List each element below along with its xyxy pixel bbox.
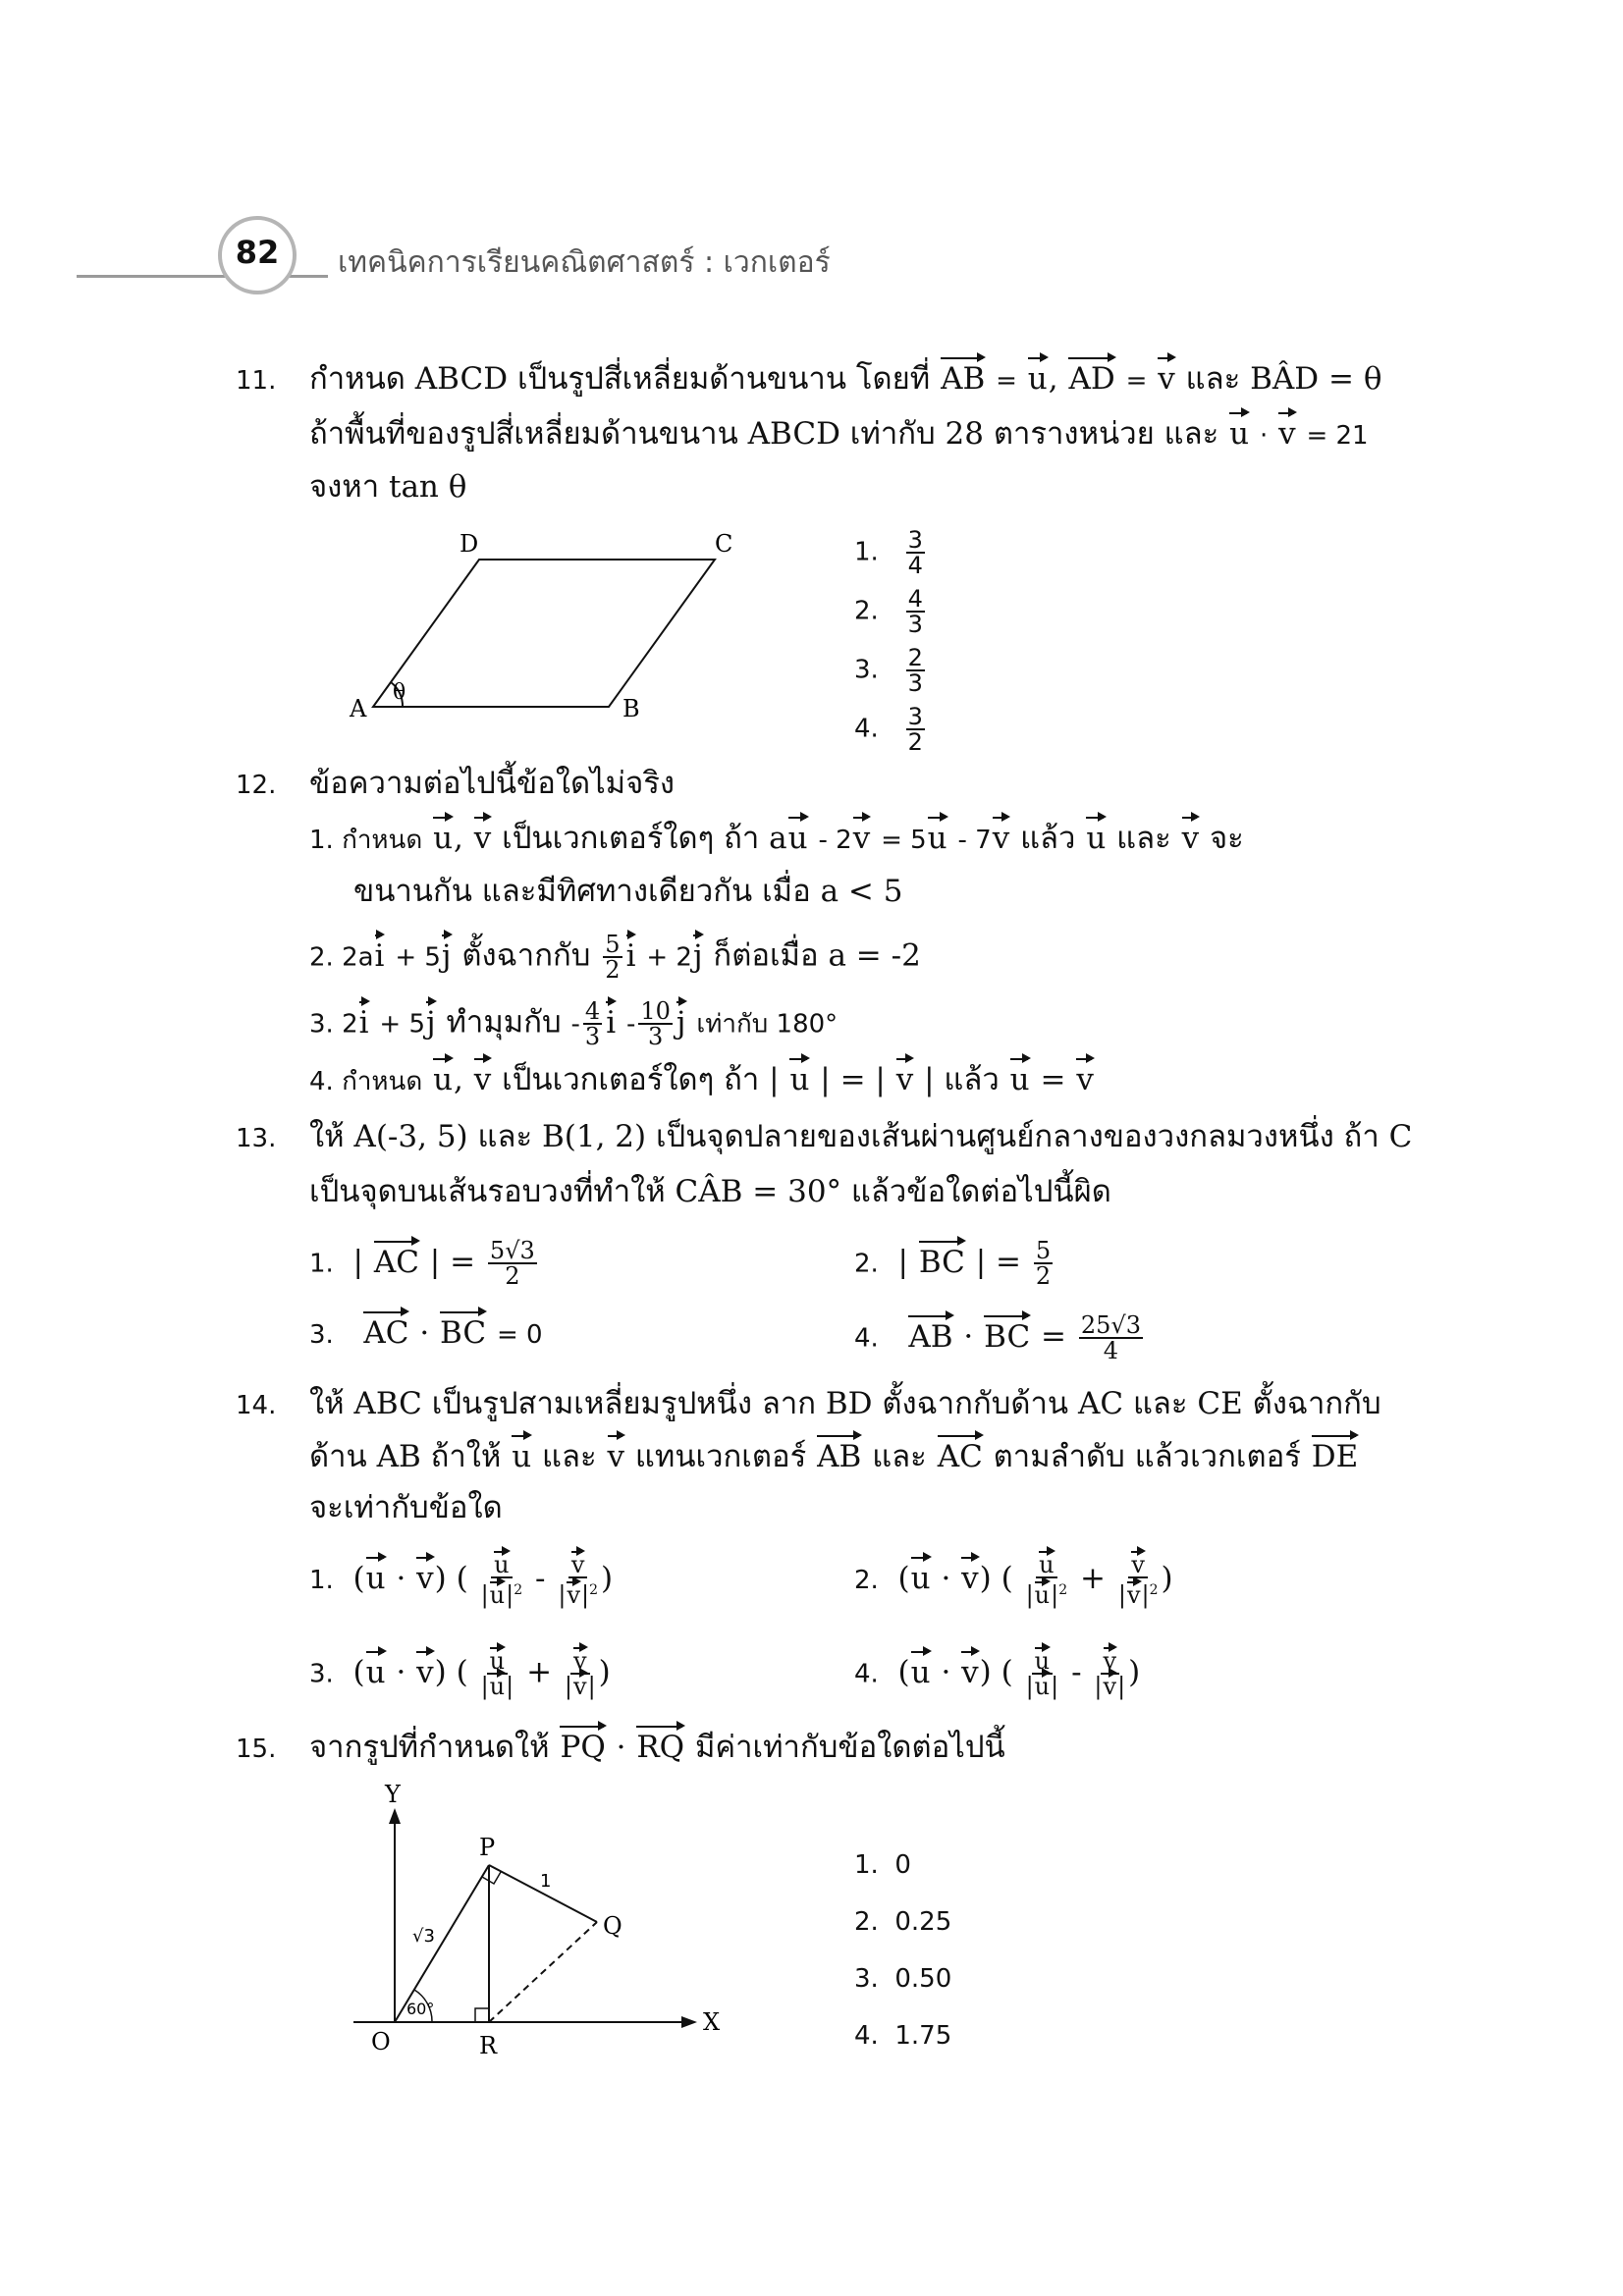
- vector-AD: AD: [1068, 361, 1115, 397]
- q12-number: 12.: [236, 771, 277, 800]
- q14-choice-4[interactable]: 4. (u · v) ( $\frac{u}{|u|}$ - $\frac{v}{|v|}$ ): [854, 1647, 1141, 1700]
- label-D: D: [460, 530, 479, 558]
- page-number: 82: [235, 234, 280, 271]
- header-title: เทคนิคการเรียนคณิตศาสตร์ : เวกเตอร์: [338, 245, 831, 280]
- label-theta: θ: [393, 680, 406, 705]
- label-angle-60: 60°: [406, 2000, 435, 2018]
- q14-number: 14.: [236, 1391, 277, 1420]
- q15-choice-1[interactable]: 1. 0: [854, 1850, 911, 1880]
- q13-choice-3[interactable]: 3. AC · BC = 0: [309, 1315, 543, 1351]
- q11-choice-1[interactable]: 1. $\frac{3}{4}$: [854, 526, 923, 579]
- vector-v: v: [1158, 361, 1175, 397]
- label-X: X: [703, 2008, 721, 2036]
- q12-choice-3[interactable]: 3. 2i + 5j ทำมุมกับ - $\frac{4}{3}$ i - $\frac{10}{3}$ j เท่ากับ 180°: [309, 997, 839, 1050]
- q13-number: 13.: [236, 1124, 277, 1153]
- q13-line2: เป็นจุดบนเส้นรอบวงที่ทำให้ CÂB = 30° แล้วข้อใดต่อไปนี้ผิด: [309, 1174, 1111, 1209]
- q12-choice-1[interactable]: 1. กำหนด u, v เป็นเวกเตอร์ใดๆ ถ้า au - 2v = 5u - 7v แล้ว u และ v จะ: [309, 821, 1244, 856]
- q11-number: 11.: [236, 366, 277, 396]
- label-C: C: [715, 530, 733, 558]
- q14-line1: ให้ ABC เป็นรูปสามเหลี่ยมรูปหนึ่ง ลาก BD ตั้งฉากกับด้าน AC และ CE ตั้งฉากกับ: [309, 1386, 1381, 1421]
- q12-choice-4[interactable]: 4. กำหนด u, v เป็นเวกเตอร์ใดๆ ถ้า | u | = | v | แล้ว u = v: [309, 1062, 1094, 1097]
- q11-choice-3[interactable]: 3. $\frac{2}{3}$: [854, 644, 923, 697]
- q15-choice-2[interactable]: 2. 0.25: [854, 1907, 952, 1937]
- q14-choice-1[interactable]: 1. (u · v) ( $\frac{u}{|u|^2}$ - $\frac{v}{|v|^2}$ ): [309, 1551, 614, 1609]
- q11-choice-2[interactable]: 2. $\frac{4}{3}$: [854, 585, 923, 638]
- label-Y: Y: [385, 1781, 401, 1808]
- label-R: R: [479, 2032, 498, 2059]
- vector-AB: AB: [941, 361, 986, 397]
- q11-line2: ถ้าพื้นที่ของรูปสี่เหลี่ยมด้านขนาน ABCD เท่ากับ 28 ตารางหน่วย และ u · v = 21: [309, 416, 1369, 452]
- q13-choice-1[interactable]: 1. | AC | = $\frac{5√3}{2}$: [309, 1237, 535, 1290]
- q15-choice-3[interactable]: 3. 0.50: [854, 1964, 952, 1994]
- q15-text: จากรูปที่กำหนดให้ PQ · RQ มีค่าเท่ากับข้อใดต่อไปนี้: [309, 1730, 1005, 1765]
- q14-line3: จะเท่ากับข้อใด: [309, 1490, 503, 1525]
- label-one: 1: [540, 1871, 552, 1892]
- q13-choice-2[interactable]: 2. | BC | = $\frac{5}{2}$: [854, 1237, 1052, 1290]
- q11-line1: กำหนด ABCD เป็นรูปสี่เหลี่ยมด้านขนาน โดยที่ AB = u, AD = v และ BÂD = θ: [309, 361, 1382, 397]
- q13-choice-4[interactable]: 4. AB · BC = $\frac{25√3}{4}$: [854, 1311, 1141, 1364]
- label-A: A: [350, 695, 367, 722]
- label-O: O: [371, 2028, 391, 2056]
- coordinate-figure: [344, 1777, 736, 2061]
- q12-text: ข้อความต่อไปนี้ข้อใดไม่จริง: [309, 766, 676, 801]
- parallelogram-figure: [344, 530, 756, 726]
- label-P: P: [479, 1834, 496, 1861]
- q14-line2: ด้าน AB ถ้าให้ u และ v แทนเวกเตอร์ AB และ AC ตามลำดับ แล้วเวกเตอร์ DE: [309, 1439, 1359, 1474]
- q12-choice-2[interactable]: 2. 2ai + 5j ตั้งฉากกับ $\frac{5}{2}$ i + 2j ก็ต่อเมื่อ a = -2: [309, 931, 921, 984]
- q15-number: 15.: [236, 1735, 277, 1764]
- q15-choice-4[interactable]: 4. 1.75: [854, 2021, 952, 2051]
- q14-choice-3[interactable]: 3. (u · v) ( $\frac{u}{|u|}$ + $\frac{v}{|v|}$ ): [309, 1647, 611, 1700]
- q13-line1: ให้ A(-3, 5) และ B(1, 2) เป็นจุดปลายของเส้นผ่านศูนย์กลางของวงกลมวงหนึ่ง ถ้า C: [309, 1119, 1413, 1154]
- q14-choice-2[interactable]: 2. (u · v) ( $\frac{u}{|u|^2}$ + $\frac{v}{|v|^2}$ ): [854, 1551, 1173, 1609]
- label-sqrt3: √3: [412, 1926, 435, 1947]
- q11-choice-4[interactable]: 4. $\frac{3}{2}$: [854, 703, 923, 756]
- label-Q: Q: [603, 1912, 622, 1940]
- q12-choice-1-line2: ขนานกัน และมีทิศทางเดียวกัน เมื่อ a < 5: [353, 874, 903, 909]
- label-B: B: [622, 695, 640, 722]
- vector-u: u: [1027, 361, 1048, 397]
- q11-line3: จงหา tan θ: [309, 469, 467, 505]
